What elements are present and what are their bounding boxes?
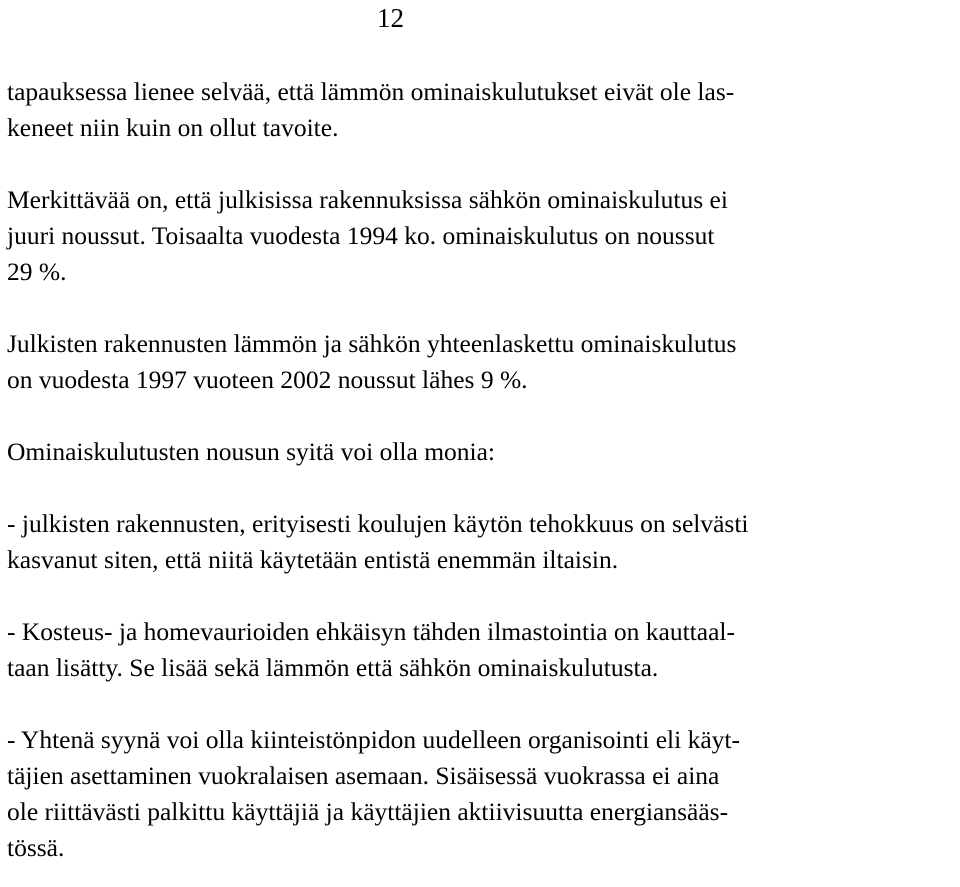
paragraph-combined-consumption xyxy=(7,326,960,398)
text-line: tössä. xyxy=(7,833,65,862)
paragraph-spacer xyxy=(7,290,960,326)
paragraph-reasons-intro xyxy=(7,434,960,470)
text-line: on vuodesta 1997 vuoteen 2002 noussut lähes 9 %. xyxy=(7,365,528,394)
text-line: 29 %. xyxy=(7,257,67,286)
text-line: Ominaiskulutusten nousun syitä voi olla monia: xyxy=(7,437,496,466)
text-line: Merkittävää on, että julkisissa rakennuksissa sähkön ominaiskulutus ei xyxy=(7,185,728,214)
paragraph-spacer xyxy=(7,398,960,434)
paragraph-spacer xyxy=(7,146,960,182)
text-line: juuri noussut. Toisaalta vuodesta 1994 ko. ominaiskulutus on noussut xyxy=(7,221,715,250)
paragraph-electricity-consumption xyxy=(7,182,960,290)
text-line: - Yhtenä syynä voi olla kiinteistönpidon uudelleen organisointi eli käyt- xyxy=(7,725,740,754)
document-body xyxy=(7,74,960,866)
text-line: kasvanut siten, että niitä käytetään entistä enemmän iltaisin. xyxy=(7,545,619,574)
text-line: ole riittävästi palkittu käyttäjiä ja käyttäjien aktiivisuutta energiansääs- xyxy=(7,797,729,826)
paragraph-spacer xyxy=(7,686,960,722)
text-line: tapauksessa lienee selvää, että lämmön ominaiskulutukset eivät ole las- xyxy=(7,77,735,106)
text-line: keneet niin kuin on ollut tavoite. xyxy=(7,113,339,142)
text-line: Julkisten rakennusten lämmön ja sähkön yhteenlaskettu ominaiskulutus xyxy=(7,329,737,358)
paragraph-spacer xyxy=(7,578,960,614)
paragraph-spacer xyxy=(7,470,960,506)
list-item-usage-efficiency xyxy=(7,506,960,578)
paragraph-heating-consumption xyxy=(7,74,960,146)
list-item-ventilation xyxy=(7,614,960,686)
text-line: - julkisten rakennusten, erityisesti koulujen käytön tehokkuus on selvästi xyxy=(7,509,749,538)
text-line: - Kosteus- ja homevaurioiden ehkäisyn tähden ilmastointia on kauttaal- xyxy=(7,617,735,646)
list-item-property-management xyxy=(7,722,960,866)
text-line: täjien asettaminen vuokralaisen asemaan. Sisäisessä vuokrassa ei aina xyxy=(7,761,720,790)
page-number: 12 xyxy=(377,3,404,33)
text-line: taan lisätty. Se lisää sekä lämmön että sähkön ominaiskulutusta. xyxy=(7,653,659,682)
